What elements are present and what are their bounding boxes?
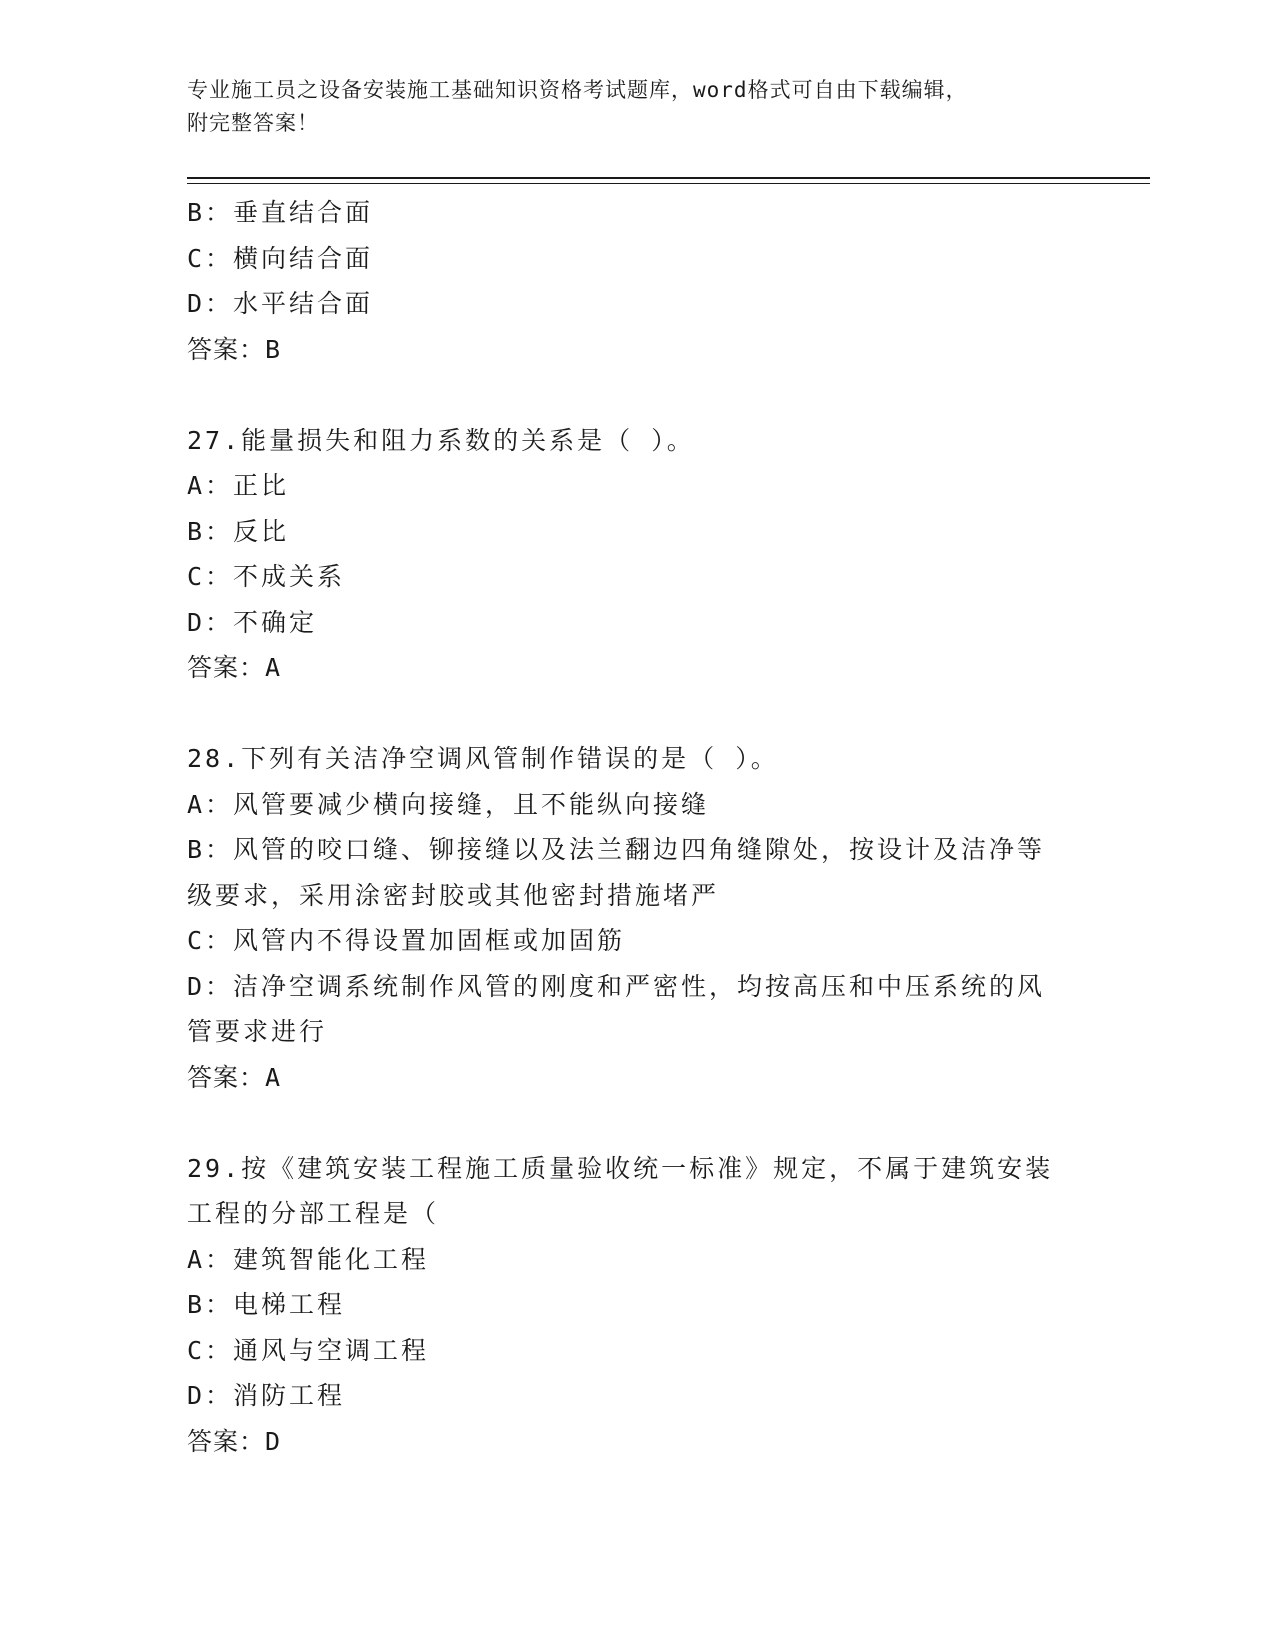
question-stem-line-1: 29.按《建筑安装工程施工质量验收统一标准》规定，不属于建筑安装 — [187, 1153, 1054, 1183]
option-b-line-2: 级要求，采用涂密封胶或其他密封措施堵严 — [187, 880, 720, 910]
option-d: D：水平结合面 — [187, 289, 374, 318]
option-d: D：不确定 — [187, 607, 318, 637]
answer: 答案：D — [187, 1426, 282, 1456]
header-divider-thick — [187, 177, 1150, 179]
document-header — [187, 74, 1067, 140]
option-b: B：垂直结合面 — [187, 198, 374, 227]
answer: 答案：A — [187, 1062, 282, 1092]
option-a: A：建筑智能化工程 — [187, 1244, 430, 1274]
option-b: B：电梯工程 — [187, 1290, 346, 1319]
question-28 — [187, 736, 1067, 1100]
spacer — [187, 372, 1067, 418]
header-divider-thin — [187, 183, 1150, 184]
option-a: A：正比 — [187, 471, 290, 500]
option-c: C：通风与空调工程 — [187, 1335, 430, 1365]
question-27 — [187, 418, 1067, 691]
option-d: D：消防工程 — [187, 1381, 346, 1410]
option-d-line-2: 管要求进行 — [187, 1017, 328, 1046]
option-c: C：横向结合面 — [187, 243, 374, 273]
spacer — [187, 691, 1067, 737]
option-b: B：反比 — [187, 516, 290, 546]
question-list — [187, 190, 1067, 1464]
option-d-line-1: D：洁净空调系统制作风管的刚度和严密性，均按高压和中压系统的风 — [187, 971, 1046, 1001]
option-c: C：风管内不得设置加固框或加固筋 — [187, 926, 626, 955]
question-stem: 28.下列有关洁净空调风管制作错误的是（ ）。 — [187, 744, 779, 773]
header-line-2: 附完整答案！ — [187, 111, 319, 135]
option-c: C：不成关系 — [187, 562, 346, 591]
question-26 — [187, 190, 1067, 372]
question-29 — [187, 1146, 1067, 1465]
option-a: A：风管要减少横向接缝，且不能纵向接缝 — [187, 789, 710, 819]
spacer — [187, 1100, 1067, 1146]
answer: 答案：B — [187, 334, 282, 364]
question-stem-line-2: 工程的分部工程是（ — [187, 1199, 440, 1228]
option-b-line-1: B：风管的咬口缝、铆接缝以及法兰翻边四角缝隙处，按设计及洁净等 — [187, 835, 1046, 864]
question-stem: 27.能量损失和阻力系数的关系是（ ）。 — [187, 425, 695, 455]
answer: 答案：A — [187, 653, 282, 682]
header-line-1: 专业施工员之设备安装施工基础知识资格考试题库，word格式可自由下载编辑， — [187, 78, 968, 102]
